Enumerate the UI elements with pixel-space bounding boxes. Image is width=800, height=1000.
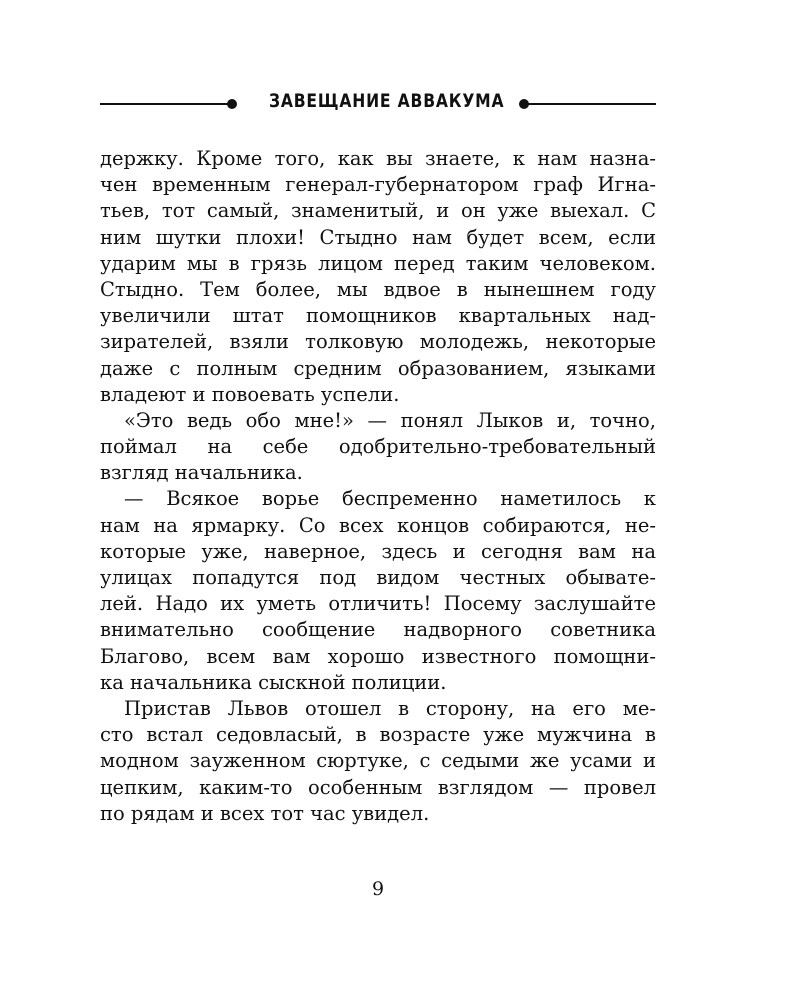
- text-line: тьев, тот самый, знаменитый, и он уже выехал. С: [100, 199, 656, 223]
- running-header-title: ЗАВЕЩАНИЕ АВВАКУМА: [268, 90, 505, 112]
- text-line: ударим мы в грязь лицом перед таким человеком.: [100, 251, 656, 275]
- paragraph: [100, 696, 656, 827]
- text-line: ка начальника сыскной полиции.: [100, 670, 447, 694]
- text-line: Стыдно. Тем более, мы вдвое в нынешнем году: [100, 277, 656, 301]
- text-line: нам на ярмарку. Со всех концов собираются, не-: [100, 513, 656, 537]
- text-line: сто встал седовласый, в возрасте уже мужчина в: [100, 723, 656, 747]
- text-line: держку. Кроме того, как вы знаете, к нам назна-: [100, 147, 656, 170]
- text-line: даже с полным средним образованием, языками: [100, 356, 656, 380]
- body-text: [100, 146, 656, 827]
- text-line: взгляд начальника.: [100, 461, 303, 485]
- text-line: ним шутки плохи! Стыдно нам будет всем, если: [100, 225, 656, 249]
- text-line: Пристав Львов отошел в сторону, на его ме-: [124, 696, 656, 720]
- header-rule-left: [100, 103, 230, 105]
- text-line: которые уже, наверное, здесь и сегодня вам на: [100, 539, 656, 563]
- paragraph: [100, 146, 656, 408]
- text-line: зирателей, взяли толковую молодежь, некоторые: [100, 330, 656, 354]
- text-line: — Всякое ворье беспременно наметилось к: [124, 487, 656, 511]
- paragraph: [100, 408, 656, 487]
- text-line: увеличили штат помощников квартальных над-: [100, 304, 656, 328]
- header-rule-right: [526, 103, 656, 105]
- text-line: улицах попадутся под видом честных обывате-: [100, 566, 656, 589]
- text-line: Благово, всем вам хорошо известного помощни-: [100, 644, 656, 668]
- text-line: цепким, каким-то особенным взглядом — провел: [100, 775, 656, 799]
- text-line: лей. Надо их уметь отличить! Посему заслушайте: [100, 592, 656, 616]
- paragraph: [100, 486, 656, 696]
- text-line: внимательно сообщение надворного советника: [100, 618, 656, 642]
- text-line: владеют и повоевать успели.: [100, 382, 400, 406]
- text-line: «Это ведь обо мне!» — понял Лыков и, точно,: [124, 408, 656, 432]
- page-number: 9: [371, 878, 385, 900]
- text-line: поймал на себе одобрительно-требовательный: [100, 435, 656, 459]
- header-bullet-left: [227, 99, 237, 109]
- running-header: [100, 88, 656, 118]
- text-line: модном зауженном сюртуке, с седыми же усами и: [100, 749, 656, 773]
- text-line: по рядам и всех тот час увидел.: [100, 801, 430, 825]
- text-line: чен временным генерал-губернатором граф Игна-: [100, 173, 656, 197]
